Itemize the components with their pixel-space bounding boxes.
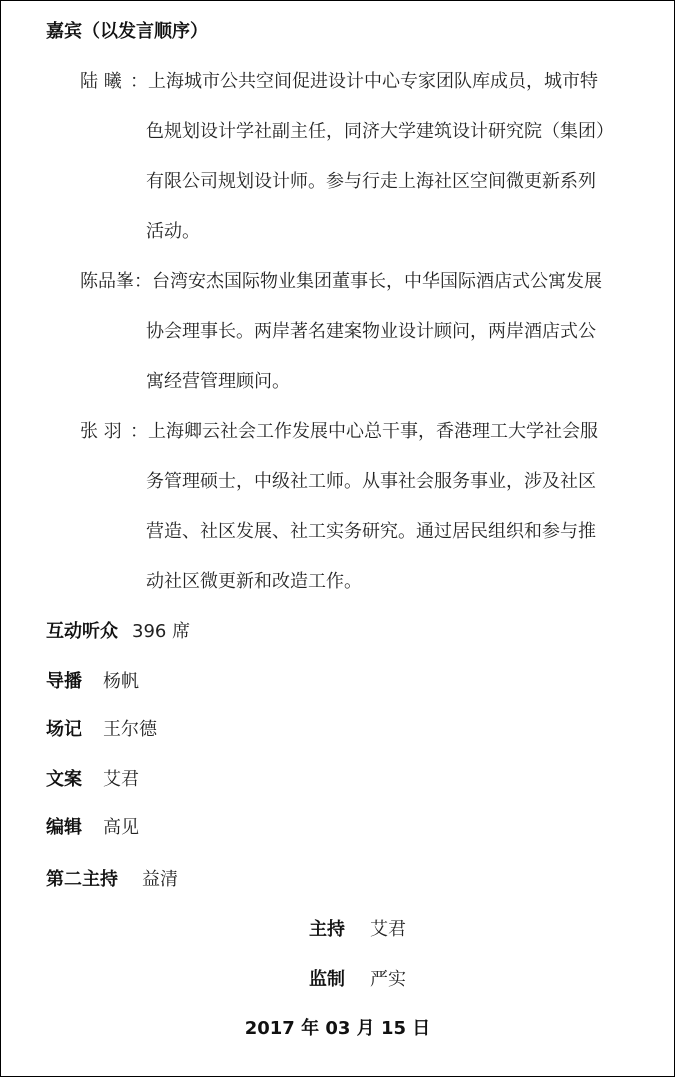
host-label: 主持: [309, 919, 345, 940]
guest-bio-line: 营造、社区发展、社工实务研究。通过居民组织和参与推: [146, 521, 596, 542]
host-value: 艾君: [370, 919, 406, 940]
credit-label-cohost: 第二主持: [46, 869, 118, 890]
guest-bio-line: 寓经营管理顾问。: [146, 371, 290, 392]
guest-name-3: 张 羽: [80, 421, 122, 442]
guest-bio-line: 协会理事长。两岸著名建案物业设计顾问，两岸酒店式公: [146, 321, 596, 342]
guests-heading: 嘉宾（以发言顺序）: [46, 21, 208, 42]
guest-bio-line: 色规划设计学社副主任，同济大学建筑设计研究院（集团）: [146, 121, 614, 142]
guest-name-1: 陆 曦: [80, 71, 122, 92]
credit-value-copywriter: 艾君: [103, 769, 139, 790]
date: 2017 年 03 月 15 日: [244, 1018, 431, 1039]
producer-value: 严实: [370, 969, 406, 990]
guest-bio-line: 活动。: [146, 221, 200, 242]
credit-label-editor: 编辑: [46, 817, 82, 838]
credit-label-director: 导播: [46, 671, 82, 692]
credit-label-audience: 互动听众: [46, 621, 118, 642]
credit-value-cohost: 益清: [142, 869, 178, 890]
guest-bio-line: ：上海卿云社会工作发展中心总干事，香港理工大学社会服: [130, 421, 598, 442]
guest-bio-line: 动社区微更新和改造工作。: [146, 571, 362, 592]
producer-label: 监制: [309, 969, 345, 990]
credit-value-recorder: 王尔德: [103, 719, 157, 740]
credit-value-editor: 高见: [103, 817, 139, 838]
guest-name-2: 陈品峯: [80, 271, 134, 292]
guest-bio-line: 务管理硕士，中级社工师。从事社会服务事业，涉及社区: [146, 471, 596, 492]
guest-bio-line: 有限公司规划设计师。参与行走上海社区空间微更新系列: [146, 171, 596, 192]
credit-label-recorder: 场记: [46, 719, 82, 740]
credit-label-copywriter: 文案: [46, 769, 82, 790]
credit-value-director: 杨帆: [103, 671, 139, 692]
credit-value-audience: 396 席: [132, 621, 191, 642]
guest-bio-line: ：上海城市公共空间促进设计中心专家团队库成员，城市特: [130, 71, 598, 92]
guest-bio-line: ：台湾安杰国际物业集团董事长，中华国际酒店式公寓发展: [134, 271, 602, 292]
